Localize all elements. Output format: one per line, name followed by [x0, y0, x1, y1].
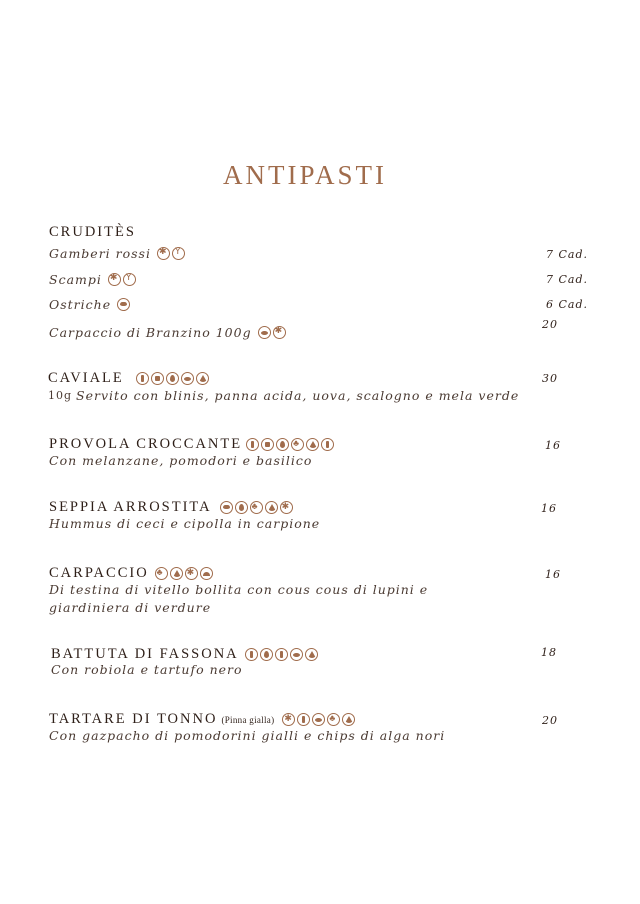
dish-desc-carpaccio: Di testina di vitello bollita con cous cous di lupini e giardiniera di verdure	[49, 582, 429, 615]
dish-desc-tartare: Con gazpacho di pomodorini gialli e chips di alga nori	[49, 728, 446, 743]
dish-title-seppia: SEPPIA ARROSTITA ♣ ✱	[49, 499, 293, 516]
oyster-icon	[117, 298, 130, 311]
milk-icon	[151, 372, 164, 385]
fork-icon	[172, 247, 185, 260]
item-price: 18	[541, 646, 557, 659]
item-name: Scampi	[49, 272, 102, 287]
fish-icon	[258, 326, 271, 339]
bottle-icon	[297, 713, 310, 726]
egg-icon	[260, 648, 273, 661]
fish-icon	[312, 713, 325, 726]
nut-icon	[200, 567, 213, 580]
asterisk-icon	[282, 713, 295, 726]
item-price: 16	[545, 568, 561, 581]
bottle-icon	[275, 648, 288, 661]
item-price: 20	[542, 318, 558, 331]
item-price: 7 Cad.	[546, 273, 589, 286]
item-price: 6 Cad.	[546, 298, 589, 311]
egg-icon	[276, 438, 289, 451]
asterisk-icon	[157, 247, 170, 260]
egg-icon	[166, 372, 179, 385]
asterisk-icon	[280, 501, 293, 514]
bottle-icon	[245, 648, 258, 661]
item-price: 16	[541, 502, 557, 515]
asterisk-icon	[185, 567, 198, 580]
egg-icon	[235, 501, 248, 514]
fork-icon	[123, 273, 136, 286]
clover-icon	[250, 501, 263, 514]
bottle-icon	[246, 438, 259, 451]
bottle-icon	[321, 438, 334, 451]
item-price: 30	[542, 372, 558, 385]
clover-icon	[155, 567, 168, 580]
grain-icon	[342, 713, 355, 726]
grain-icon	[265, 501, 278, 514]
item-qty: 10g	[48, 389, 73, 402]
item-price: 16	[545, 439, 561, 452]
dish-note: (Pinna gialla)	[221, 714, 275, 725]
item-name: Carpaccio di Branzino 100g	[49, 325, 252, 340]
dish-desc-battuta: Con robiola e tartufo nero	[51, 662, 243, 677]
dish-title-provola: PROVOLA CROCCANTE ♣	[49, 436, 334, 453]
item-price: 7 Cad.	[546, 248, 589, 261]
page-title: ANTIPASTI	[222, 160, 388, 190]
grain-icon	[196, 372, 209, 385]
clover-icon	[327, 713, 340, 726]
fish-icon	[290, 648, 303, 661]
milk-icon	[261, 438, 274, 451]
menu-item-carpaccio-branzino	[49, 325, 286, 340]
dish-title-tartare: TARTARE DI TONNO (Pinna gialla) ✱ ♣	[49, 711, 355, 728]
clover-icon	[291, 438, 304, 451]
dish-title-carpaccio: CARPACCIO ♣ ✱	[49, 565, 213, 582]
dish-desc-seppia: Hummus di ceci e cipolla in carpione	[49, 516, 321, 531]
item-name: Ostriche	[49, 297, 112, 312]
bottle-icon	[136, 372, 149, 385]
menu-item-ostriche	[49, 297, 130, 312]
item-price: 20	[542, 714, 558, 727]
grain-icon	[170, 567, 183, 580]
grain-icon	[306, 438, 319, 451]
fish-icon	[181, 372, 194, 385]
asterisk-icon	[273, 326, 286, 339]
asterisk-icon	[108, 273, 121, 286]
oyster-icon	[220, 501, 233, 514]
dish-desc-caviale: 10g Servito con blinis, panna acida, uova, scalogno e mela verde	[48, 388, 520, 403]
item-name: Gamberi rossi	[49, 246, 151, 261]
menu-item-scampi	[49, 272, 136, 287]
dish-title-battuta: BATTUTA DI FASSONA	[51, 646, 318, 663]
menu-item-gamberi	[49, 246, 185, 261]
section-heading-crudites: CRUDITÈS	[49, 224, 136, 240]
dish-title-caviale: CAVIALE	[48, 370, 209, 387]
grain-icon	[305, 648, 318, 661]
dish-desc-provola: Con melanzane, pomodori e basilico	[49, 453, 313, 468]
